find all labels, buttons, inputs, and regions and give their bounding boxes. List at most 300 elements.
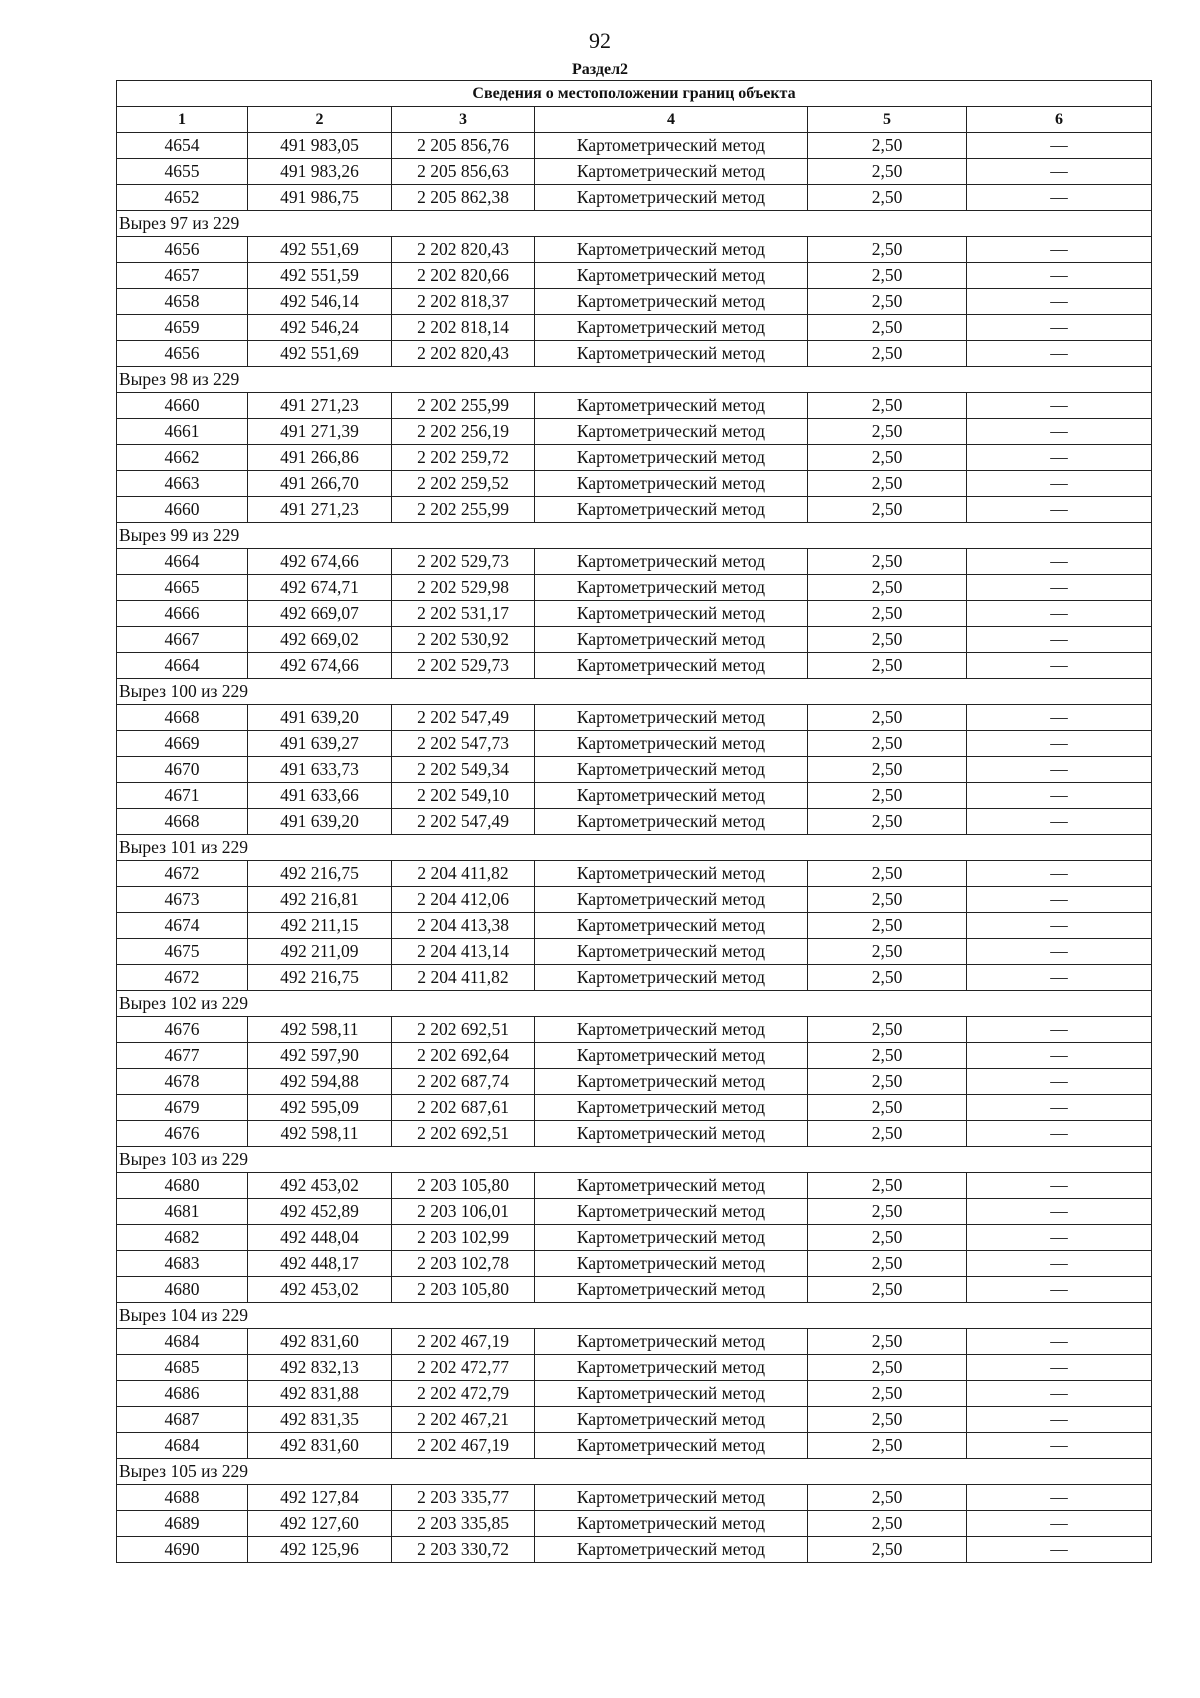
table-cell: 491 271,23	[248, 393, 392, 419]
table-cell: —	[967, 1173, 1152, 1199]
column-header-row	[117, 107, 1152, 133]
table-cell: 4672	[117, 965, 248, 991]
column-header: 2	[248, 107, 392, 133]
table-cell: 2,50	[808, 133, 967, 159]
table-cell: —	[967, 731, 1152, 757]
table-cell: Картометрический метод	[535, 445, 808, 471]
table-row	[117, 1407, 1152, 1433]
table-row	[117, 1537, 1152, 1563]
table-cell: 2,50	[808, 419, 967, 445]
table-cell: 491 271,23	[248, 497, 392, 523]
table-cell: —	[967, 445, 1152, 471]
table-cell: Картометрический метод	[535, 341, 808, 367]
table-cell: 2 203 105,80	[392, 1277, 535, 1303]
table-cell: 2,50	[808, 965, 967, 991]
table-cell: 2,50	[808, 549, 967, 575]
table-row	[117, 1121, 1152, 1147]
table-cell: Картометрический метод	[535, 133, 808, 159]
table-cell: 492 594,88	[248, 1069, 392, 1095]
table-group-row	[117, 1303, 1152, 1329]
table-row	[117, 783, 1152, 809]
table-cell: 2 202 259,52	[392, 471, 535, 497]
table-cell: 492 598,11	[248, 1121, 392, 1147]
table-cell: 492 598,11	[248, 1017, 392, 1043]
table-cell: 2,50	[808, 653, 967, 679]
table-cell: Картометрический метод	[535, 315, 808, 341]
table-cell: Картометрический метод	[535, 783, 808, 809]
table-cell: 4663	[117, 471, 248, 497]
table-cell: 4666	[117, 601, 248, 627]
table-caption: Сведения о местоположении границ объекта	[117, 81, 1152, 107]
table-cell: 2 202 818,14	[392, 315, 535, 341]
table-cell: 2 205 862,38	[392, 185, 535, 211]
table-cell: 4667	[117, 627, 248, 653]
table-cell: —	[967, 549, 1152, 575]
table-cell: 491 266,70	[248, 471, 392, 497]
table-cell: 2,50	[808, 1251, 967, 1277]
table-cell: 4688	[117, 1485, 248, 1511]
table-cell: 4676	[117, 1017, 248, 1043]
table-cell: Картометрический метод	[535, 263, 808, 289]
table-cell: 2 202 692,64	[392, 1043, 535, 1069]
table-cell: 2 203 105,80	[392, 1173, 535, 1199]
table-cell: 2 202 255,99	[392, 497, 535, 523]
table-cell: —	[967, 419, 1152, 445]
table-cell: 491 271,39	[248, 419, 392, 445]
table-caption-row	[117, 81, 1152, 107]
section-title: Раздел2	[571, 61, 629, 78]
table-cell: 2 202 692,51	[392, 1017, 535, 1043]
table-cell: 492 216,75	[248, 861, 392, 887]
table-cell: —	[967, 1199, 1152, 1225]
table-cell: —	[967, 1355, 1152, 1381]
table-cell: —	[967, 1095, 1152, 1121]
table-cell: 492 831,60	[248, 1329, 392, 1355]
table-cell: 2 202 820,66	[392, 263, 535, 289]
table-row	[117, 809, 1152, 835]
table-cell: 2 202 818,37	[392, 289, 535, 315]
table-cell: 2 202 687,61	[392, 1095, 535, 1121]
table-cell: Картометрический метод	[535, 1381, 808, 1407]
table-cell: 2,50	[808, 1329, 967, 1355]
table-cell: 2,50	[808, 341, 967, 367]
table-cell: 2,50	[808, 1121, 967, 1147]
table-row	[117, 419, 1152, 445]
table-cell: Картометрический метод	[535, 1277, 808, 1303]
table-row	[117, 263, 1152, 289]
table-cell: 492 211,09	[248, 939, 392, 965]
table-cell: —	[967, 1485, 1152, 1511]
table-cell: Картометрический метод	[535, 159, 808, 185]
table-cell: 2,50	[808, 1433, 967, 1459]
table-cell: Картометрический метод	[535, 1433, 808, 1459]
table-row	[117, 1199, 1152, 1225]
table-cell: 2,50	[808, 315, 967, 341]
table-cell: 491 983,05	[248, 133, 392, 159]
table-cell: Картометрический метод	[535, 861, 808, 887]
table-cell: —	[967, 1017, 1152, 1043]
group-label: Вырез 97 из 229	[117, 211, 1152, 237]
group-label: Вырез 99 из 229	[117, 523, 1152, 549]
table-cell: 2,50	[808, 783, 967, 809]
table-group-row	[117, 211, 1152, 237]
table-row	[117, 1511, 1152, 1537]
table-cell: —	[967, 627, 1152, 653]
table-cell: 2 203 102,99	[392, 1225, 535, 1251]
table-cell: 4684	[117, 1433, 248, 1459]
table-row	[117, 1173, 1152, 1199]
table-cell: Картометрический метод	[535, 809, 808, 835]
table-row	[117, 497, 1152, 523]
table-row	[117, 341, 1152, 367]
table-cell: —	[967, 601, 1152, 627]
table-cell: —	[967, 497, 1152, 523]
column-header: 6	[967, 107, 1152, 133]
table-cell: 2,50	[808, 705, 967, 731]
table-row	[117, 757, 1152, 783]
table-cell: Картометрический метод	[535, 653, 808, 679]
table-cell: —	[967, 705, 1152, 731]
table-row	[117, 289, 1152, 315]
table-cell: 4682	[117, 1225, 248, 1251]
table-cell: Картометрический метод	[535, 1407, 808, 1433]
table-cell: 2,50	[808, 471, 967, 497]
table-cell: 2 202 472,77	[392, 1355, 535, 1381]
table-row	[117, 1485, 1152, 1511]
table-cell: 492 831,60	[248, 1433, 392, 1459]
table-cell: 492 127,60	[248, 1511, 392, 1537]
table-cell: 4664	[117, 653, 248, 679]
table-cell: 492 674,71	[248, 575, 392, 601]
table-cell: —	[967, 1407, 1152, 1433]
table-row	[117, 1251, 1152, 1277]
column-header: 1	[117, 107, 248, 133]
table-cell: Картометрический метод	[535, 705, 808, 731]
table-cell: —	[967, 1537, 1152, 1563]
table-cell: 2 202 529,73	[392, 549, 535, 575]
table-cell: 4680	[117, 1173, 248, 1199]
table-group-row	[117, 523, 1152, 549]
table-cell: —	[967, 1433, 1152, 1459]
table-cell: —	[967, 913, 1152, 939]
table-cell: 4673	[117, 887, 248, 913]
table-cell: 4660	[117, 497, 248, 523]
table-row	[117, 1381, 1152, 1407]
table-group-row	[117, 1459, 1152, 1485]
table-row	[117, 913, 1152, 939]
table-cell: 4669	[117, 731, 248, 757]
table-cell: Картометрический метод	[535, 393, 808, 419]
table-cell: 491 986,75	[248, 185, 392, 211]
table-cell: —	[967, 237, 1152, 263]
table-cell: 2,50	[808, 861, 967, 887]
table-cell: 4662	[117, 445, 248, 471]
table-cell: 4674	[117, 913, 248, 939]
table-cell: 2 202 467,21	[392, 1407, 535, 1433]
table-row	[117, 237, 1152, 263]
table-cell: Картометрический метод	[535, 731, 808, 757]
table-cell: 2 202 549,10	[392, 783, 535, 809]
table-cell: 492 453,02	[248, 1277, 392, 1303]
table-cell: 492 551,69	[248, 341, 392, 367]
table-cell: —	[967, 1251, 1152, 1277]
table-cell: 491 639,20	[248, 809, 392, 835]
table-cell: 492 669,07	[248, 601, 392, 627]
table-cell: Картометрический метод	[535, 497, 808, 523]
table-row	[117, 627, 1152, 653]
table-cell: 492 448,04	[248, 1225, 392, 1251]
table-cell: —	[967, 653, 1152, 679]
table-cell: 2,50	[808, 263, 967, 289]
table-cell: 4656	[117, 237, 248, 263]
table-cell: 2 202 256,19	[392, 419, 535, 445]
table-cell: 2,50	[808, 1225, 967, 1251]
column-header: 3	[392, 107, 535, 133]
table-cell: 2 203 102,78	[392, 1251, 535, 1277]
table-row	[117, 575, 1152, 601]
table-cell: Картометрический метод	[535, 757, 808, 783]
table-cell: 2,50	[808, 159, 967, 185]
table-cell: 491 633,66	[248, 783, 392, 809]
table-row	[117, 601, 1152, 627]
table-cell: 2,50	[808, 939, 967, 965]
table-cell: 2,50	[808, 1485, 967, 1511]
table-cell: 2 202 467,19	[392, 1329, 535, 1355]
table-cell: 2 202 529,98	[392, 575, 535, 601]
table-cell: 2 203 330,72	[392, 1537, 535, 1563]
table-cell: Картометрический метод	[535, 185, 808, 211]
table-row	[117, 1017, 1152, 1043]
table-cell: 2 204 412,06	[392, 887, 535, 913]
table-row	[117, 1069, 1152, 1095]
column-header: 5	[808, 107, 967, 133]
table-cell: Картометрический метод	[535, 965, 808, 991]
table-cell: 2 202 547,49	[392, 809, 535, 835]
table-cell: 2,50	[808, 1199, 967, 1225]
table-row	[117, 965, 1152, 991]
table-row	[117, 1225, 1152, 1251]
table-cell: 492 452,89	[248, 1199, 392, 1225]
table-cell: Картометрический метод	[535, 627, 808, 653]
table-cell: 2,50	[808, 445, 967, 471]
table-cell: 4685	[117, 1355, 248, 1381]
table-cell: Картометрический метод	[535, 1329, 808, 1355]
table-row	[117, 705, 1152, 731]
table-cell: Картометрический метод	[535, 1199, 808, 1225]
table-cell: —	[967, 289, 1152, 315]
table-row	[117, 1433, 1152, 1459]
table-cell: —	[967, 965, 1152, 991]
table-cell: Картометрический метод	[535, 1485, 808, 1511]
table-cell: —	[967, 1511, 1152, 1537]
table-row	[117, 159, 1152, 185]
table-cell: 4680	[117, 1277, 248, 1303]
table-cell: 491 633,73	[248, 757, 392, 783]
group-label: Вырез 100 из 229	[117, 679, 1152, 705]
table-row	[117, 653, 1152, 679]
table-cell: 492 831,88	[248, 1381, 392, 1407]
table-row	[117, 1095, 1152, 1121]
table-cell: Картометрический метод	[535, 1355, 808, 1381]
table-cell: 491 639,20	[248, 705, 392, 731]
table-row	[117, 471, 1152, 497]
group-label: Вырез 98 из 229	[117, 367, 1152, 393]
table-cell: 4686	[117, 1381, 248, 1407]
table-body	[117, 133, 1152, 1563]
table-cell: 2,50	[808, 1381, 967, 1407]
table-cell: 492 551,59	[248, 263, 392, 289]
table-row	[117, 133, 1152, 159]
table-cell: 4689	[117, 1511, 248, 1537]
group-label: Вырез 104 из 229	[117, 1303, 1152, 1329]
table-row	[117, 445, 1152, 471]
table-cell: Картометрический метод	[535, 549, 808, 575]
table-row	[117, 939, 1152, 965]
page-number: 92	[589, 28, 611, 53]
table-cell: —	[967, 1381, 1152, 1407]
table-cell: 2,50	[808, 575, 967, 601]
table-cell: 4665	[117, 575, 248, 601]
table-cell: 2,50	[808, 1537, 967, 1563]
table-cell: 2 205 856,76	[392, 133, 535, 159]
table-cell: 4684	[117, 1329, 248, 1355]
table-cell: —	[967, 133, 1152, 159]
table-cell: 2 202 547,49	[392, 705, 535, 731]
table-cell: 2 202 530,92	[392, 627, 535, 653]
table-cell: Картометрический метод	[535, 1511, 808, 1537]
table-cell: Картометрический метод	[535, 1251, 808, 1277]
table-cell: 2 202 259,72	[392, 445, 535, 471]
table-cell: —	[967, 757, 1152, 783]
table-cell: —	[967, 159, 1152, 185]
table-cell: 2,50	[808, 913, 967, 939]
table-cell: 4678	[117, 1069, 248, 1095]
table-group-row	[117, 835, 1152, 861]
table-cell: Картометрический метод	[535, 1017, 808, 1043]
table-cell: 2 202 467,19	[392, 1433, 535, 1459]
table-cell: 2 202 529,73	[392, 653, 535, 679]
table-cell: Картометрический метод	[535, 237, 808, 263]
table-cell: 2 202 549,34	[392, 757, 535, 783]
table-cell: —	[967, 575, 1152, 601]
table-cell: 2,50	[808, 1069, 967, 1095]
table-cell: Картометрический метод	[535, 419, 808, 445]
table-cell: 4654	[117, 133, 248, 159]
table-cell: 492 669,02	[248, 627, 392, 653]
table-cell: 4660	[117, 393, 248, 419]
table-cell: Картометрический метод	[535, 913, 808, 939]
table-cell: 2 203 335,77	[392, 1485, 535, 1511]
table-cell: 2,50	[808, 601, 967, 627]
table-cell: —	[967, 939, 1152, 965]
table-row	[117, 731, 1152, 757]
table-cell: 2,50	[808, 1511, 967, 1537]
table-cell: 4672	[117, 861, 248, 887]
table-cell: 492 546,24	[248, 315, 392, 341]
table-cell: 4664	[117, 549, 248, 575]
table-cell: 4675	[117, 939, 248, 965]
table-cell: Картометрический метод	[535, 601, 808, 627]
table-row	[117, 861, 1152, 887]
table-cell: 492 832,13	[248, 1355, 392, 1381]
table-cell: Картометрический метод	[535, 939, 808, 965]
table-cell: 4679	[117, 1095, 248, 1121]
table-row	[117, 1355, 1152, 1381]
table-cell: 492 674,66	[248, 653, 392, 679]
table-row	[117, 1043, 1152, 1069]
table-cell: 492 597,90	[248, 1043, 392, 1069]
table-cell: 2,50	[808, 1043, 967, 1069]
table-cell: —	[967, 1225, 1152, 1251]
table-cell: 2,50	[808, 393, 967, 419]
table-cell: —	[967, 1121, 1152, 1147]
table-cell: 492 211,15	[248, 913, 392, 939]
table-row	[117, 887, 1152, 913]
table-cell: Картометрический метод	[535, 1173, 808, 1199]
table-cell: Картометрический метод	[535, 1095, 808, 1121]
table-cell: 492 216,75	[248, 965, 392, 991]
table-cell: 4690	[117, 1537, 248, 1563]
table-cell: Картометрический метод	[535, 887, 808, 913]
table-cell: 492 125,96	[248, 1537, 392, 1563]
table-cell: 4655	[117, 159, 248, 185]
table-cell: Картометрический метод	[535, 1121, 808, 1147]
table-cell: 491 266,86	[248, 445, 392, 471]
table-row	[117, 1277, 1152, 1303]
table-cell: 492 674,66	[248, 549, 392, 575]
table-cell: 2,50	[808, 1017, 967, 1043]
table-cell: Картометрический метод	[535, 471, 808, 497]
table-cell: Картометрический метод	[535, 289, 808, 315]
table-row	[117, 315, 1152, 341]
table-cell: 492 448,17	[248, 1251, 392, 1277]
table-cell: 4659	[117, 315, 248, 341]
table-cell: 4683	[117, 1251, 248, 1277]
table-cell: 2,50	[808, 1173, 967, 1199]
table-cell: 2 202 820,43	[392, 237, 535, 263]
table-cell: Картометрический метод	[535, 1069, 808, 1095]
table-group-row	[117, 367, 1152, 393]
table-cell: 2 205 856,63	[392, 159, 535, 185]
table-cell: 492 551,69	[248, 237, 392, 263]
table-cell: 4670	[117, 757, 248, 783]
table-cell: 2 202 692,51	[392, 1121, 535, 1147]
table-cell: 2,50	[808, 887, 967, 913]
table-cell: 2 202 547,73	[392, 731, 535, 757]
table-cell: 4658	[117, 289, 248, 315]
table-cell: —	[967, 471, 1152, 497]
table-cell: —	[967, 315, 1152, 341]
table-cell: —	[967, 393, 1152, 419]
table-cell: 2,50	[808, 289, 967, 315]
table-cell: 2 204 411,82	[392, 861, 535, 887]
table-cell: Картометрический метод	[535, 1043, 808, 1069]
table-cell: 4668	[117, 705, 248, 731]
table-cell: 2 203 106,01	[392, 1199, 535, 1225]
table-cell: 491 639,27	[248, 731, 392, 757]
table-cell: 2,50	[808, 185, 967, 211]
table-cell: —	[967, 861, 1152, 887]
table-cell: 2 202 472,79	[392, 1381, 535, 1407]
table-cell: 492 127,84	[248, 1485, 392, 1511]
table-group-row	[117, 679, 1152, 705]
table-cell: —	[967, 1069, 1152, 1095]
table-cell: —	[967, 887, 1152, 913]
table-row	[117, 1329, 1152, 1355]
table-cell: 4656	[117, 341, 248, 367]
table-cell: —	[967, 809, 1152, 835]
table-cell: —	[967, 1043, 1152, 1069]
